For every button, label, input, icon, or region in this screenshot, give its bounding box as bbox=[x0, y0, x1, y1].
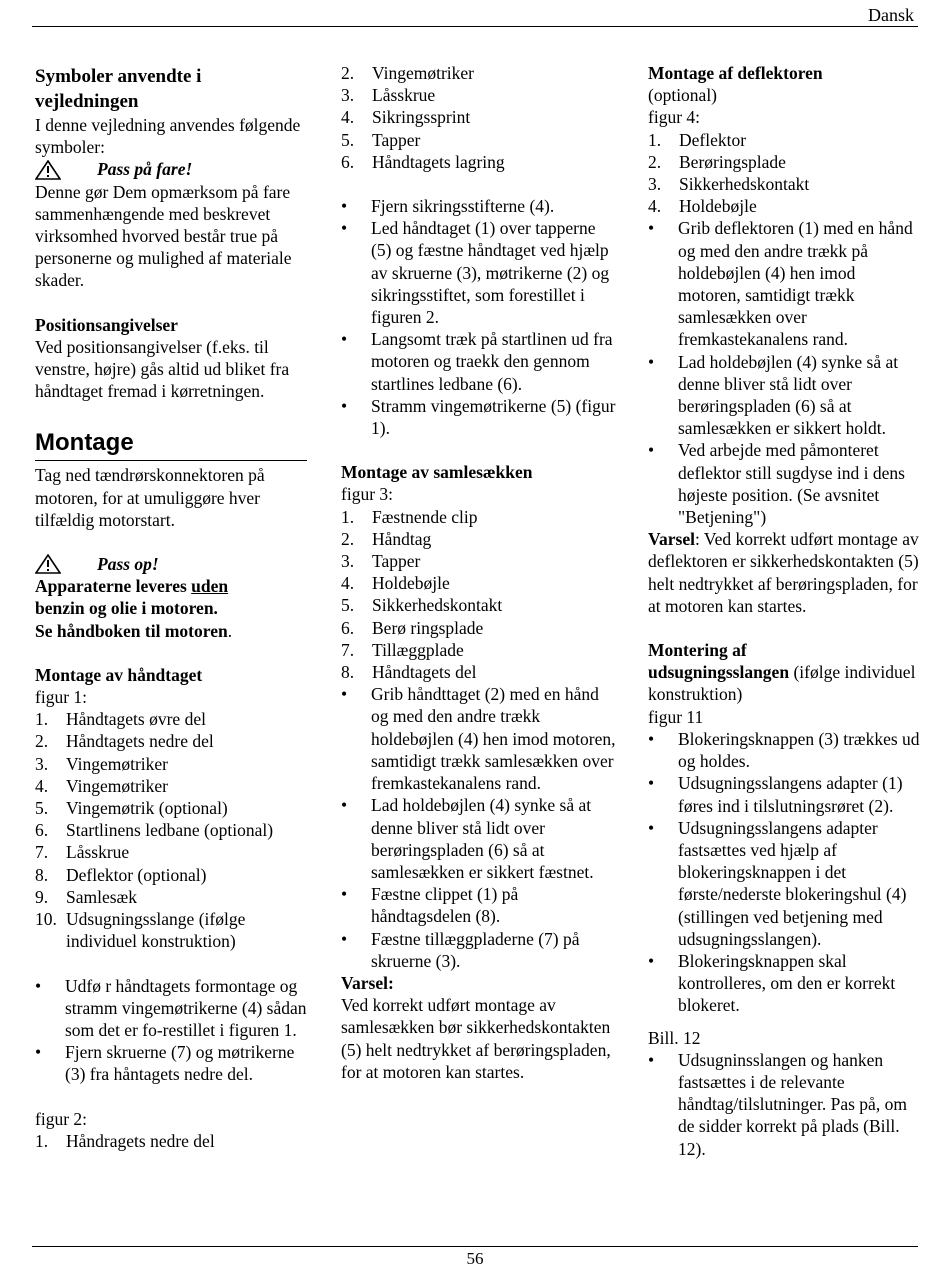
list-item bbox=[35, 708, 307, 730]
list-number: 7. bbox=[341, 639, 355, 660]
bullet-item bbox=[648, 772, 920, 816]
bullet-text: Udfø r håndtagets formontage og stramm vingemøtrikerne (4) sådan som det er fo-restillet i figuren 1. bbox=[65, 975, 307, 1040]
list-item bbox=[648, 173, 920, 195]
bill-ref: Bill. 12 bbox=[648, 1027, 701, 1048]
bullet-item bbox=[648, 817, 920, 950]
warning-triangle-icon bbox=[35, 160, 61, 180]
bullet-item bbox=[648, 351, 920, 440]
bullet-item bbox=[341, 928, 619, 972]
page-number: 56 bbox=[466, 1249, 484, 1268]
list-text: Håndtagets øvre del bbox=[66, 709, 206, 730]
list-item bbox=[341, 639, 619, 661]
column-2 bbox=[341, 62, 619, 1083]
warning-text-2b: benzin og olie i motoren. bbox=[35, 598, 218, 619]
hose-heading-1: Montering af bbox=[648, 640, 747, 661]
list-number: 6. bbox=[35, 820, 49, 841]
bullet-item bbox=[648, 728, 920, 772]
list-number: 2. bbox=[341, 528, 355, 549]
bullet-icon: • bbox=[341, 329, 348, 350]
bullet-text: Langsomt træk på startlinen ud fra motoren og traekk den gennom startlines ledbane (6). bbox=[371, 329, 613, 394]
list-text: Startlinens ledbane (optional) bbox=[66, 820, 274, 841]
bullet-item bbox=[35, 975, 307, 1042]
list-number: 3. bbox=[648, 174, 662, 195]
list-item bbox=[648, 195, 920, 217]
list-text: Fæstnende clip bbox=[372, 506, 478, 527]
bullet-text: Fæstne clippet (1) på håndtagsdelen (8). bbox=[371, 884, 519, 927]
bag-figure-ref: figur 3: bbox=[341, 484, 394, 505]
hose-heading-2 bbox=[648, 661, 920, 705]
list-item bbox=[341, 572, 619, 594]
bullet-icon: • bbox=[341, 196, 348, 217]
list-item bbox=[341, 528, 619, 550]
list-number: 4. bbox=[341, 107, 355, 128]
bag-varsel-label: Varsel: bbox=[341, 972, 394, 993]
list-item bbox=[341, 661, 619, 683]
bullet-item bbox=[341, 195, 619, 217]
list-text: Tapper bbox=[372, 551, 421, 572]
list-item bbox=[35, 886, 307, 908]
list-item bbox=[341, 151, 619, 173]
warning-text-2c-bold: Se håndboken til motoren bbox=[35, 620, 228, 641]
deflector-bullets-list bbox=[648, 217, 920, 528]
hose-figure-ref: figur 11 bbox=[648, 706, 704, 727]
list-text: Låsskrue bbox=[372, 85, 436, 106]
deflector-heading: Montage af deflektoren bbox=[648, 63, 823, 83]
warning-line-1 bbox=[35, 158, 307, 180]
list-item bbox=[341, 129, 619, 151]
bullet-item bbox=[341, 683, 619, 794]
bullet-icon: • bbox=[648, 218, 655, 239]
handle-heading: Montage av håndtaget bbox=[35, 664, 203, 685]
positions-text: Ved positionsangivelser (f.eks. til venstre, højre) gås altid ud bliket fra håndtaget fremad i kørretningen. bbox=[35, 336, 290, 402]
list-text: Tillæggplade bbox=[372, 639, 464, 660]
list-number: 3. bbox=[35, 753, 49, 774]
list-number: 6. bbox=[341, 151, 355, 172]
list-text: Låsskrue bbox=[66, 842, 130, 863]
list-number: 1. bbox=[35, 709, 49, 730]
list-number: 2. bbox=[35, 731, 49, 752]
list-number: 8. bbox=[35, 864, 49, 885]
list-item bbox=[35, 841, 307, 863]
list-text: Udsugningsslange (ifølge individuel konstruktion) bbox=[66, 909, 246, 952]
warning-text-2 bbox=[35, 575, 307, 597]
bullet-item bbox=[341, 328, 619, 395]
list-number: 1. bbox=[648, 129, 662, 150]
figure2-parts-list bbox=[341, 62, 619, 173]
bullet-text: Lad holdebøjlen (4) synke så at denne bliver stå lidt over berøringspladen (6) så at samlesækken er sikkert holdt. bbox=[678, 351, 899, 439]
bullet-text: Blokeringsknappen (3) trækkes ud og holdes. bbox=[678, 728, 920, 772]
list-number: 3. bbox=[341, 85, 355, 106]
bullet-item bbox=[648, 1049, 920, 1160]
bag-parts-list bbox=[341, 506, 619, 684]
list-item bbox=[35, 775, 307, 797]
hose-heading-rest: (ifølge individuel konstruktion) bbox=[648, 662, 916, 705]
bullet-text: Grib deflektoren (1) med en hånd og med den andre trækk på holdebøjlen (4) hen imod motoren, samtidigt trækk samlesækken over fremkastekanalens rand. bbox=[678, 218, 913, 350]
list-item bbox=[648, 151, 920, 173]
warning-text-2-underlined: uden bbox=[191, 576, 229, 597]
list-item bbox=[35, 908, 307, 952]
list-number: 9. bbox=[35, 886, 49, 907]
bill-bullets-list bbox=[648, 1049, 920, 1160]
bullet-text: Stramm vingemøtrikerne (5) (figur 1). bbox=[371, 395, 616, 439]
deflector-parts-list bbox=[648, 129, 920, 218]
bullet-icon: • bbox=[35, 1042, 42, 1063]
list-number: 10. bbox=[35, 909, 57, 930]
list-text: Håndragets nedre del bbox=[66, 1130, 215, 1151]
bullet-text: Fæstne tillæggpladerne (7) på skruerne (3). bbox=[371, 928, 580, 971]
list-item bbox=[341, 617, 619, 639]
handle-bullets-list bbox=[35, 975, 307, 1086]
bullet-item bbox=[648, 439, 920, 528]
column-3 bbox=[648, 62, 920, 1160]
list-text: Vingemøtriker bbox=[372, 63, 474, 83]
list-number: 7. bbox=[35, 842, 49, 863]
list-text: Sikkerhedskontakt bbox=[679, 174, 810, 195]
warning-text-2c bbox=[35, 620, 307, 642]
bullet-icon: • bbox=[341, 928, 348, 949]
deflector-varsel bbox=[648, 528, 920, 617]
footer-rule bbox=[32, 1246, 918, 1247]
bullet-text: Fjern sikringsstifterne (4). bbox=[371, 196, 555, 217]
hose-bullets-list bbox=[648, 728, 920, 1017]
header-rule bbox=[32, 26, 918, 27]
bullet-icon: • bbox=[341, 884, 348, 905]
bullet-item bbox=[648, 217, 920, 350]
warning-triangle-icon bbox=[35, 554, 61, 574]
bullet-item bbox=[341, 883, 619, 927]
bullet-item bbox=[341, 794, 619, 883]
figure2-bullets-list bbox=[341, 195, 619, 439]
bullet-icon: • bbox=[648, 950, 655, 971]
list-text: Sikkerhedskontakt bbox=[372, 595, 503, 616]
bullet-item bbox=[341, 395, 619, 439]
list-number: 5. bbox=[35, 798, 49, 819]
deflector-figure-ref: figur 4: bbox=[648, 107, 701, 128]
bullet-icon: • bbox=[35, 975, 42, 996]
bullet-icon: • bbox=[648, 440, 655, 461]
list-number: 3. bbox=[341, 551, 355, 572]
bullet-item bbox=[648, 950, 920, 1017]
list-text: Holdebøjle bbox=[372, 573, 450, 594]
hose-heading-2-bold: udsugningsslangen bbox=[648, 662, 790, 683]
warning-text-2c-end: . bbox=[227, 620, 233, 641]
list-text: Håndtagets del bbox=[372, 662, 477, 683]
list-text: Deflektor bbox=[679, 129, 747, 150]
list-item bbox=[341, 506, 619, 528]
handle-figure-ref: figur 1: bbox=[35, 687, 88, 708]
bag-varsel-text: Ved korrekt udført montage av samlesækken bør sikkerhedskontakten (5) helt nedtrykket af berøringspladen, for at motoren kan startes. bbox=[341, 995, 611, 1082]
bullet-icon: • bbox=[341, 795, 348, 816]
deflector-varsel-label: Varsel bbox=[648, 529, 695, 550]
list-text: Vingemøtriker bbox=[66, 775, 168, 796]
bullet-item bbox=[35, 1041, 307, 1085]
list-number: 5. bbox=[341, 129, 355, 150]
list-number: 6. bbox=[341, 617, 355, 638]
bullet-text: Ved arbejde med påmonteret deflektor still sugdyse ind i dens højeste position. (Se avsnitet "Betjening") bbox=[678, 440, 905, 528]
symbols-heading: Symboler anvendte i vejledningen bbox=[35, 66, 202, 112]
list-text: Samlesæk bbox=[66, 886, 137, 907]
deflector-optional: (optional) bbox=[648, 85, 718, 106]
list-item bbox=[35, 1130, 307, 1152]
montage-heading: Montage bbox=[35, 428, 307, 461]
list-number: 8. bbox=[341, 662, 355, 683]
list-item bbox=[35, 864, 307, 886]
list-number: 4. bbox=[341, 573, 355, 594]
bullet-text: Grib håndttaget (2) med en hånd og med den andre trækk holdebøjlen (4) hen imod motoren, samtidigt trækk samlesækken over fremkastekanalens rand. bbox=[371, 684, 616, 794]
bullet-icon: • bbox=[648, 773, 655, 794]
list-item bbox=[341, 594, 619, 616]
bullet-text: Udsugningsslangens adapter (1) føres ind i tilslutningsrøret (2). bbox=[678, 773, 903, 816]
bullet-icon: • bbox=[648, 728, 655, 749]
list-item bbox=[35, 730, 307, 752]
bag-heading: Montage av samlesækken bbox=[341, 462, 533, 483]
warning-line-2 bbox=[35, 553, 307, 575]
list-item bbox=[648, 129, 920, 151]
list-number: 2. bbox=[341, 63, 355, 83]
list-number: 2. bbox=[648, 151, 662, 172]
list-number: 4. bbox=[648, 196, 662, 217]
list-text: Berøringsplade bbox=[679, 151, 786, 172]
list-text: Tapper bbox=[372, 129, 421, 150]
bullet-icon: • bbox=[341, 684, 348, 705]
list-number: 1. bbox=[341, 506, 355, 527]
list-item bbox=[341, 106, 619, 128]
bullet-icon: • bbox=[648, 1049, 655, 1070]
list-text: Håndtag bbox=[372, 528, 432, 549]
list-text: Sikringssprint bbox=[372, 107, 471, 128]
positions-heading: Positionsangivelser bbox=[35, 314, 178, 335]
bullet-text: Blokeringsknappen skal kontrolleres, om den er korrekt blokeret. bbox=[678, 950, 896, 1016]
warning-text-1: Denne gør Dem opmærksom på fare sammenhængende med beskrevet virksomhed hvorved består true på personerne og mulighed af materiale skader. bbox=[35, 181, 292, 291]
bullet-icon: • bbox=[648, 351, 655, 372]
bullet-text: Fjern skruerne (7) og møtrikerne (3) fra håntagets nedre del. bbox=[65, 1042, 295, 1085]
list-number: 4. bbox=[35, 775, 49, 796]
list-text: Deflektor (optional) bbox=[66, 864, 207, 885]
header-language: Dansk bbox=[868, 5, 914, 25]
bullet-text: Lad holdebøjlen (4) synke så at denne bliver stå lidt over berøringspladen (6) så at samlesækken er sikkert fæstnet. bbox=[371, 795, 594, 882]
warning-label-1: Pass på fare! bbox=[97, 159, 193, 180]
bullet-icon: • bbox=[648, 817, 655, 838]
list-item bbox=[35, 797, 307, 819]
list-number: 5. bbox=[341, 595, 355, 616]
list-text: Håndtagets lagring bbox=[372, 151, 505, 172]
bullet-icon: • bbox=[341, 395, 348, 416]
list-text: Vingemøtrik (optional) bbox=[66, 798, 228, 819]
bullet-text: Udsugningsslangens adapter fastsættes ved hjælp af blokeringsknappen i det første/nederste blokeringshul (4) (stillingen ved betjening med udsugningsslangen). bbox=[678, 817, 907, 949]
list-item bbox=[35, 753, 307, 775]
column-1 bbox=[35, 62, 307, 1152]
list-item bbox=[341, 550, 619, 572]
deflector-varsel-text: : Ved korrekt udført montage av deflektoren er sikkerhedskontakten (5) helt nedtrykket af berøringspladen, for at motoren kan startes. bbox=[648, 529, 919, 616]
bullet-item bbox=[341, 217, 619, 328]
list-text: Berø ringsplade bbox=[372, 617, 484, 638]
bullet-icon: • bbox=[341, 218, 348, 239]
warning-text-2a: Apparaterne leveres bbox=[35, 576, 192, 597]
figure2-ref: figur 2: bbox=[35, 1108, 88, 1129]
list-number: 1. bbox=[35, 1130, 49, 1151]
list-text: Vingemøtriker bbox=[66, 753, 168, 774]
montage-text: Tag ned tændrørskonnektoren på motoren, for at umuliggøre hver tilfældig motorstart. bbox=[35, 465, 265, 530]
handle-parts-list bbox=[35, 708, 307, 952]
warning-label-2: Pass op! bbox=[97, 554, 159, 575]
bullet-text: Udsugninsslangen og hanken fastsættes i de relevante håndtag/tilslutninger. Pas på, om de sidder korrekt på plads (Bill. 12). bbox=[678, 1049, 907, 1159]
list-item bbox=[35, 819, 307, 841]
list-item bbox=[341, 62, 619, 84]
list-text: Holdebøjle bbox=[679, 196, 757, 217]
bullet-text: Led håndtaget (1) over tapperne (5) og fæstne håndtaget ved hjælp av skruerne (3), møtrikerne (2) og sikringsstiftet, som forestillet i figuren 2. bbox=[371, 218, 610, 328]
list-item bbox=[341, 84, 619, 106]
symbols-intro: I denne vejledning anvendes følgende symboler: bbox=[35, 115, 301, 158]
list-text: Håndtagets nedre del bbox=[66, 731, 214, 752]
bag-bullets-list bbox=[341, 683, 619, 972]
